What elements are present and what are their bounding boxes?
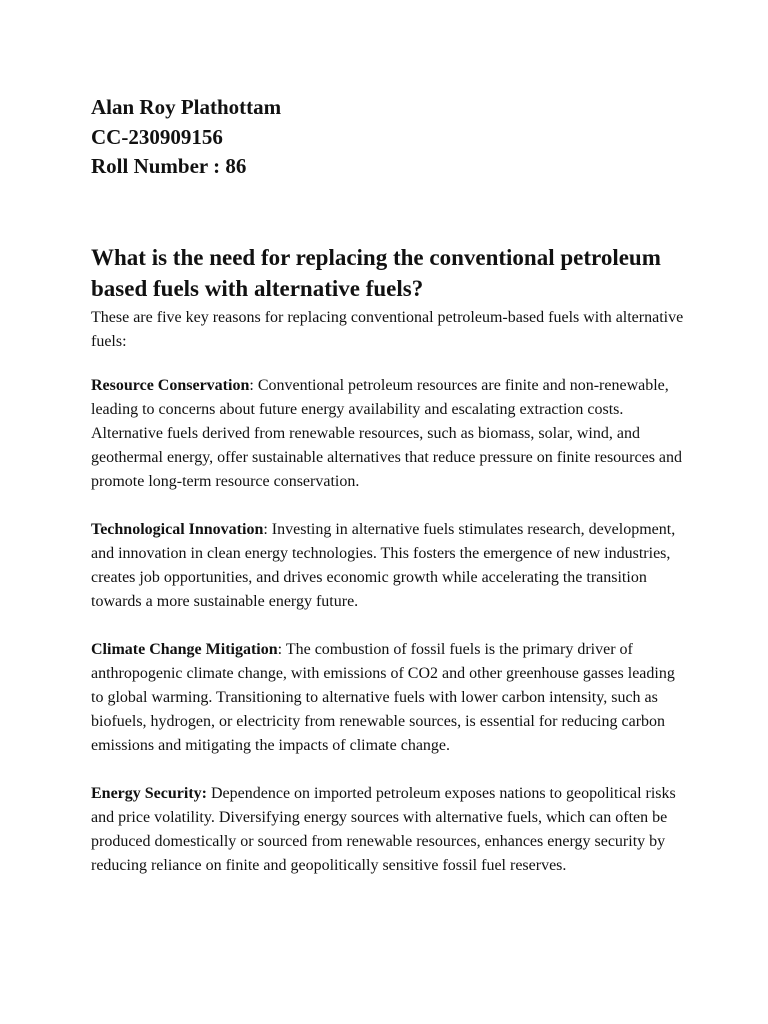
student-id: CC-230909156: [91, 124, 223, 149]
reason-title: Resource Conservation: [91, 376, 250, 394]
question-heading: What is the need for replacing the conventional petroleum based fuels with alternative fuels?: [91, 244, 661, 301]
reason-text: The combustion of fossil fuels is the primary driver of anthropogenic climate change, with emissions of CO2 and other greenhouse gasses leading to global warming. Transitioning to alternative fuels with lower carbon intensity, such as biofuels, hydrogen, or electricity from renewable sources, is essential for reducing carbon emissions and mitigating the impacts of climate change.: [91, 640, 675, 754]
reason-text: Investing in alternative fuels stimulates research, development, and innovation in clean energy technologies. This fosters the emergence of new industries, creates job opportunities, and drives economic growth while accelerating the transition towards a more sustainable energy future.: [91, 520, 676, 610]
author-header: [91, 93, 686, 182]
reason-separator: :: [263, 520, 272, 538]
intro-paragraph: These are five key reasons for replacing conventional petroleum-based fuels with alternative fuels:: [91, 308, 684, 350]
reason-paragraph-technological-innovation: [91, 518, 686, 614]
reason-separator: :: [249, 376, 258, 394]
author-name: Alan Roy Plathottam: [91, 95, 282, 119]
reason-paragraph-resource-conservation: [91, 374, 686, 494]
reason-title: Climate Change Mitigation: [91, 640, 278, 658]
reason-title: Technological Innovation: [91, 520, 264, 538]
reason-separator: :: [277, 640, 286, 658]
reason-text: Dependence on imported petroleum exposes nations to geopolitical risks and price volatility. Diversifying energy sources with alternative fuels, which can often be produced domestically or sourced from renewable resources, enhances energy security by reducing reliance on finite and geopolitically sensitive fossil fuel reserves.: [91, 784, 676, 874]
reason-text: Conventional petroleum resources are finite and non-renewable, leading to concerns about future energy availability and escalating extraction costs. Alternative fuels derived from renewable resources, such as biomass, solar, wind, and geothermal energy, offer sustainable alternatives that reduce pressure on finite resources and promote long-term resource conservation.: [91, 376, 683, 490]
roll-number: Roll Number : 86: [91, 154, 247, 178]
reason-paragraph-energy-security: [91, 782, 686, 878]
document-page: [91, 93, 686, 878]
reason-paragraph-climate-change-mitigation: [91, 638, 686, 758]
reason-title: Energy Security:: [91, 784, 207, 802]
